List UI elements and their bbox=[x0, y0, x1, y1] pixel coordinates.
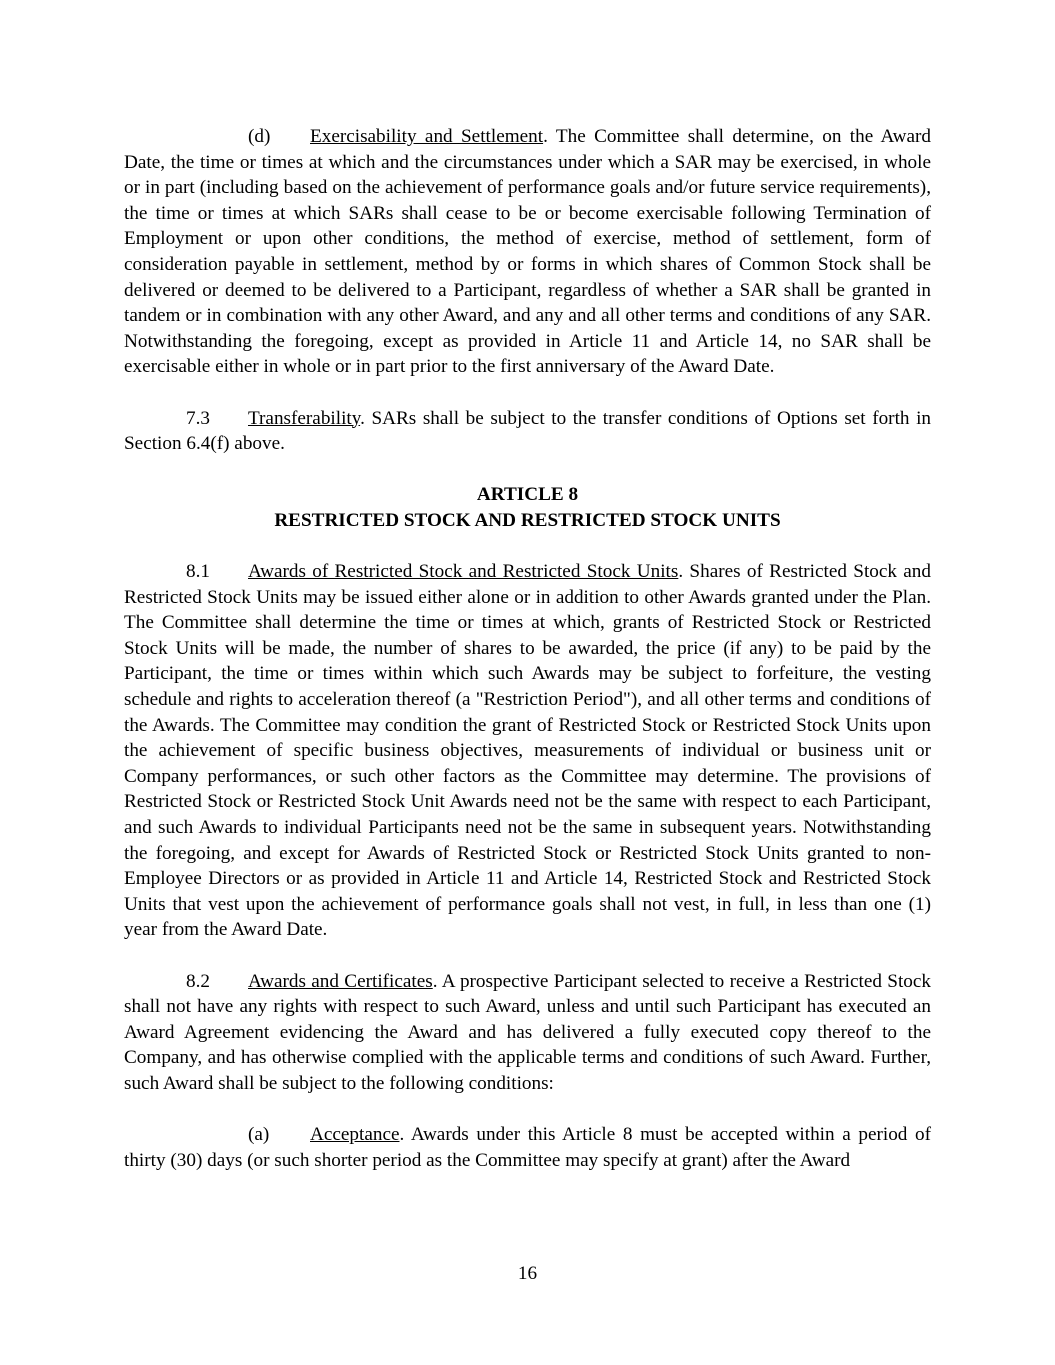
document-page bbox=[124, 124, 931, 1173]
spacer bbox=[124, 943, 931, 969]
paragraph-7-3-transferability bbox=[124, 406, 931, 457]
section-body-8-1: . Shares of Restricted Stock and Restricted Stock Units may be issued either alone or in addition to other Awards granted under the Plan. The Committee shall determine the time or times at which, grants of Restricted Stock or Restricted Stock Units will be made, the number of shares to be awarded, the price (if any) to be paid by the Participant, the time or times within which such Awards may be subject to forfeiture, the vesting schedule and rights to acceleration thereof (a "Restriction Period"), and all other terms and conditions of the Awards. The Committee may condition the grant of Restricted Stock or Restricted Stock Units upon the achievement of specific business objectives, measurements of individual or business unit or Company performances, or such other factors as the Committee may determine. The provisions of Restricted Stock or Restricted Stock Unit Awards need not be the same with respect to each Participant, and such Awards to individual Participants need not be the same in subsequent years. Notwithstanding the foregoing, and except for Awards of Restricted Stock or Restricted Stock Units granted to non-Employee Directors or as provided in Article 11 and Article 14, Restricted Stock and Restricted Stock Units that vest upon the achievement of performance goals shall not vest, in full, in less than one (1) year from the Award Date. bbox=[124, 561, 931, 941]
section-title-exercisability-and-settlement: Exercisability and Settlement bbox=[310, 126, 544, 147]
spacer bbox=[124, 457, 931, 483]
spacer bbox=[124, 534, 931, 560]
section-title-acceptance: Acceptance bbox=[310, 1124, 400, 1146]
section-body-a: . Awards under this Article 8 must be accepted within a period of thirty (30) days (or such shorter period as the Committee may specify at grant) after the Award bbox=[124, 1124, 931, 1171]
section-number-7-3: 7.3 bbox=[186, 407, 210, 429]
paragraph-a-acceptance bbox=[124, 1122, 931, 1173]
spacer bbox=[124, 1097, 931, 1123]
section-number-8-1: 8.1 bbox=[186, 561, 210, 583]
section-title-transferability: Transferability bbox=[248, 407, 361, 429]
section-body-7-3: . SARs shall be subject to the transfer conditions of Options set forth in Section 6.4(f) above. bbox=[124, 407, 931, 455]
section-number-a: (a) bbox=[248, 1124, 270, 1146]
section-number-8-2: 8.2 bbox=[186, 970, 210, 992]
section-title-awards-and-certificates: Awards and Certificates bbox=[248, 970, 433, 992]
section-body-d: . The Committee shall determine, on the Award Date, the time or times at which and the circumstances under which a SAR may be exercised, in whole or in part (including based on the achievement of performance goals and/or future service requirements), the time or times at which SARs shall cease to be or become exercisable following Termination of Employment or upon other conditions, the method of exercise, method of settlement, form of consideration payable in settlement, method by or forms in which shares of Common Stock shall be delivered or deemed to be delivered to a Participant, regardless of whether a SAR shall be granted in tandem or in combination with any other Award, and any and all other terms and conditions of any SAR. Notwithstanding the foregoing, except as provided in Article 11 and Article 14, no SAR shall be exercisable either in whole or in part prior to the first anniversary of the Award Date. bbox=[124, 126, 931, 378]
article-8-title: RESTRICTED STOCK AND RESTRICTED STOCK UNITS bbox=[274, 509, 781, 531]
paragraph-8-2-certificates bbox=[124, 969, 931, 1097]
article-8-label: ARTICLE 8 bbox=[476, 484, 579, 506]
section-body-8-2: . A prospective Participant selected to receive a Restricted Stock shall not have any rights with respect to such Award, unless and until such Participant has executed an Award Agreement evidencing the Award and has delivered a fully executed copy thereof to the Company, and has otherwise complied with the applicable terms and conditions of such Award. Further, such Award shall be subject to the following conditions: bbox=[124, 970, 931, 1094]
page-number: 16 bbox=[517, 1263, 538, 1284]
spacer bbox=[124, 380, 931, 406]
paragraph-d-exercisability bbox=[124, 124, 931, 380]
section-title-awards-of-restricted-stock: Awards of Restricted Stock and Restricted Stock Units bbox=[248, 561, 679, 583]
section-number-d: (d) bbox=[248, 126, 271, 147]
paragraph-8-1-awards bbox=[124, 559, 931, 943]
